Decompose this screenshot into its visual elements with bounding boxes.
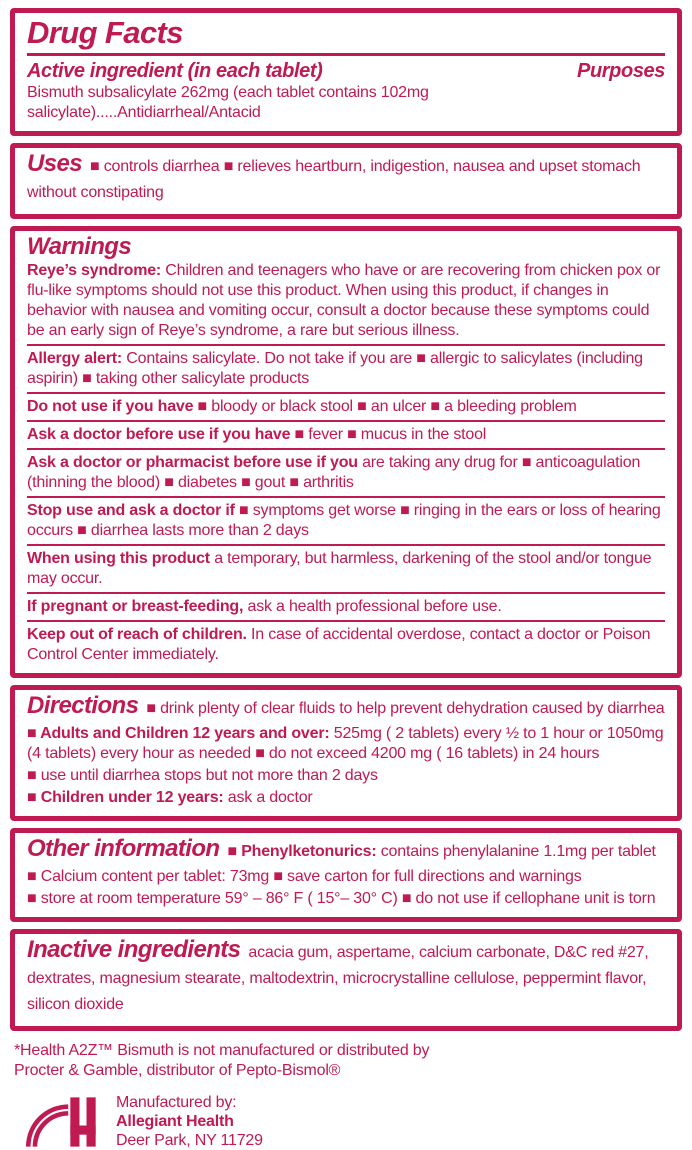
divider — [27, 392, 665, 394]
warning-allergy-alert: Allergy alert: Contains salicylate. Do not take if you are ■ allergic to salicylates (including aspirin) ■ taking other salicylate products — [27, 350, 643, 387]
drug-facts-header-section — [10, 8, 682, 136]
manufactured-by-label: Manufactured by: — [116, 1094, 237, 1111]
other-information-heading: Other information — [27, 835, 220, 862]
directions-duration: ■ use until diarrhea stops but not more than 2 days — [27, 767, 378, 784]
other-info-phenylketonurics: ■ Phenylketonurics: contains phenylalanine 1.1mg per tablet — [227, 843, 656, 860]
inactive-ingredients-list: acacia gum, aspertame, calcium carbonate, D&C red #27, dextrates, magnesium stearate, maltodextrin, microcrystalline cellulose, peppermint flavor, silicon dioxide — [27, 944, 649, 1013]
divider — [27, 592, 665, 594]
warning-when-using: When using this product a temporary, but harmless, darkening of the stool and/or tongue may occur. — [27, 550, 652, 587]
other-info-storage: ■ store at room temperature 59° – 86° F ( 15°– 30° C) ■ do not use if cellophane unit is torn — [27, 890, 656, 907]
disclaimer-footnote — [14, 1041, 692, 1081]
inactive-ingredients-paragraph — [27, 936, 665, 1018]
purposes-heading: Purposes — [577, 60, 665, 82]
directions-children: ■ Children under 12 years: ask a doctor — [27, 789, 313, 806]
footnote-line-2: Procter & Gamble, distributor of Pepto-Bismol® — [14, 1062, 341, 1079]
warning-stop-use: Stop use and ask a doctor if ■ symptoms get worse ■ ringing in the ears or loss of hearing occurs ■ diarrhea lasts more than 2 days — [27, 502, 661, 539]
divider — [27, 544, 665, 546]
warning-keep-out-of-reach: Keep out of reach of children. In case of accidental overdose, contact a doctor or Poison Control Center immediately. — [27, 626, 651, 663]
drug-facts-title: Drug Facts — [27, 15, 183, 50]
divider — [27, 448, 665, 450]
uses-section — [10, 143, 682, 219]
uses-paragraph — [27, 150, 665, 206]
active-ingredient-line: Bismuth subsalicylate 262mg (each tablet contains 102mg salicylate).....Antidiarrheal/Antacid — [27, 84, 429, 121]
warnings-section — [10, 226, 682, 678]
uses-heading: Uses — [27, 150, 82, 177]
other-info-calcium: ■ Calcium content per tablet: 73mg ■ save carton for full directions and warnings — [27, 868, 582, 885]
warnings-heading: Warnings — [27, 233, 132, 260]
active-ingredient-row — [27, 59, 665, 83]
manufacturer-address: Deer Park, NY 11729 — [116, 1132, 263, 1149]
title-divider — [27, 53, 665, 56]
manufacturer-text — [116, 1093, 263, 1150]
inactive-ingredients-heading: Inactive ingredients — [27, 936, 241, 963]
inactive-ingredients-section — [10, 929, 682, 1031]
warning-pregnant: If pregnant or breast-feeding, ask a health professional before use. — [27, 598, 502, 615]
directions-lead-text: ■ drink plenty of clear fluids to help prevent dehydration caused by diarrhea — [146, 700, 665, 717]
manufacturer-name: Allegiant Health — [116, 1113, 234, 1130]
warning-reyes-syndrome: Reye’s syndrome: Children and teenagers who have or are recovering from chicken pox or flu-like symptoms should not use this product. When using this product, if changes in behavior with nausea and vomiting occur, consult a doctor because these symptoms could be an early sign of Reye’s syndrome, a rare but serious illness. — [27, 262, 661, 339]
footnote-line-1: *Health A2Z™ Bismuth is not manufactured or distributed by — [14, 1042, 430, 1059]
manufacturer-block — [26, 1093, 692, 1150]
directions-section — [10, 685, 682, 821]
warning-ask-doctor-pharmacist: Ask a doctor or pharmacist before use if you are taking any drug for ■ anticoagulation (thinning the blood) ■ diabetes ■ gout ■ arthritis — [27, 454, 641, 491]
other-info-lead — [27, 835, 665, 865]
allegiant-health-logo-icon — [26, 1096, 102, 1148]
other-information-section — [10, 828, 682, 922]
warning-do-not-use: Do not use if you have ■ bloody or black stool ■ an ulcer ■ a bleeding problem — [27, 398, 577, 415]
warning-ask-doctor: Ask a doctor before use if you have ■ fever ■ mucus in the stool — [27, 426, 487, 443]
divider — [27, 496, 665, 498]
divider — [27, 620, 665, 622]
active-ingredient-heading: Active ingredient (in each tablet) — [27, 60, 323, 82]
divider — [27, 344, 665, 346]
divider — [27, 420, 665, 422]
directions-adults: ■ Adults and Children 12 years and over: 525mg ( 2 tablets) every ½ to 1 hour or 1050mg (4 tablets) every hour as needed ■ do not exceed 4200 mg ( 16 tablets) in 24 hours — [27, 725, 664, 762]
directions-heading: Directions — [27, 692, 139, 719]
uses-body: ■ controls diarrhea ■ relieves heartburn, indigestion, nausea and upset stomach without constipating — [27, 158, 641, 201]
directions-lead — [27, 692, 665, 722]
